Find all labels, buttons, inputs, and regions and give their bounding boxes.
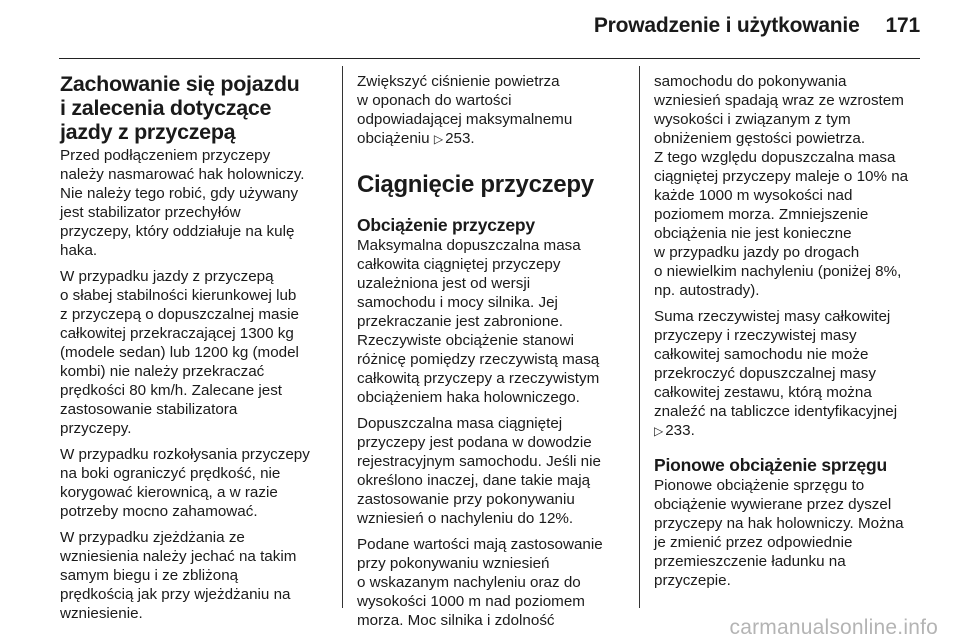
column-1: [60, 72, 324, 630]
chapter-heading-towing: Ciągnięcie przyczepy: [357, 171, 594, 198]
body-paragraph: Podane wartości mają zastosowanie przy pokonywaniu wzniesień o wskazanym nachyleniu oraz do wysokości 1000 m nad poziomem morza. Moc silnika i zdolność: [357, 536, 603, 629]
column-2-body: [357, 236, 621, 630]
column-1-body: [60, 146, 324, 623]
page-reference-icon: ▷: [433, 132, 444, 146]
header-rule: [59, 58, 920, 59]
body-paragraph: W przypadku jazdy z przyczepą o słabej stabilności kierunkowej lub z przyczepą o dopuszczalnej masie całkowitej przekraczającej 1300 kg (modele sedan) lub 1200 kg (model kombi) nie należy przekraczać prędkości 80 km/h. Zalecane jest zastosowanie stabilizatora przyczepy.: [60, 268, 299, 437]
subheading-vertical-coupling-load: Pionowe obciążenie sprzęgu: [654, 455, 888, 475]
total-mass-paragraph: Suma rzeczywistej masy całkowitej przyczepy i rzeczywistej masy całkowitej samochodu nie może przekroczyć dopuszczalnej masy całkowitej zestawu, którą można znaleźć na tabliczce identyfikacyjnej ▷ 233.: [654, 308, 898, 439]
tyre-pressure-paragraph: Zwiększyć ciśnienie powietrza w oponach do wartości odpowiadającej maksymalnemu obciążeniu ▷ 253.: [357, 73, 573, 147]
page-reference-icon: ▷: [654, 424, 664, 438]
page-number: 171: [885, 14, 920, 37]
subheading-trailer-load: Obciążenie przyczepy: [357, 215, 535, 235]
body-paragraph: Maksymalna dopuszczalna masa całkowita ciągniętej przyczepy uzależniona jest od wersji samochodu i mocy silnika. Jej przekraczanie jest zabronione. Rzeczywiste obciążenie stanowi różnicę pomiędzy rzeczywistą masą całkowitą przyczepy a rzeczywistym obciążeniem haka holowniczego.: [357, 237, 600, 406]
watermark: carmanualsonline.info: [729, 616, 938, 639]
column-3: [654, 72, 920, 597]
body-paragraph: W przypadku rozkołysania przyczepy na boki ograniczyć prędkość, nie korygować kierownicą, a w razie potrzeby mocno zahamować.: [60, 446, 310, 520]
running-title: Prowadzenie i użytkowanie: [593, 14, 860, 37]
section-heading-trailer-behaviour: Zachowanie się pojazdu i zalecenia dotyczące jazdy z przyczepą: [60, 72, 300, 144]
column-divider-1: [342, 66, 343, 608]
column-divider-2: [639, 66, 640, 608]
page-reference-link[interactable]: 233.: [665, 422, 695, 439]
body-paragraph: samochodu do pokonywania wzniesień spadają wraz ze wzrostem wysokości i związanym z tym obniżeniem gęstości powietrza. Z tego względu dopuszczalna masa ciągniętej przyczepy maleje o 10% na każde 1000 m wysokości nad poziomem morza. Zmniejszenie obciążenia nie jest konieczne w przypadku jazdy po drogach o niewielkim nachyleniu (poniżej 8%, np. autostrady).: [654, 73, 909, 299]
coupling-load-paragraph: Pionowe obciążenie sprzęgu to obciążenie wywierane przez dyszel przyczepy na hak holowniczy. Można je zmienić przez odpowiednie przemieszczenie ładunku na przyczepie.: [654, 477, 904, 589]
column-2: [357, 72, 621, 637]
body-paragraph: Przed podłączeniem przyczepy należy nasmarować hak holowniczy. Nie należy tego robić, gdy używany jest stabilizator przechyłów przyczepy, który oddziałuje na kulę haka.: [60, 147, 305, 259]
page-reference-link[interactable]: 253.: [445, 130, 475, 147]
body-paragraph: W przypadku zjeżdżania ze wzniesienia należy jechać na takim samym biegu i ze zbliżoną prędkością jak przy wjeżdżaniu na wzniesienie.: [60, 529, 297, 622]
body-paragraph: Dopuszczalna masa ciągniętej przyczepy jest podana w dowodzie rejestracyjnym samochodu. Jeśli nie określono inaczej, dane takie mają zastosowanie przy pokonywaniu wzniesień o nachyleniu do 12%.: [357, 415, 601, 527]
column-3-body: [654, 72, 920, 300]
page-header: [594, 14, 920, 44]
